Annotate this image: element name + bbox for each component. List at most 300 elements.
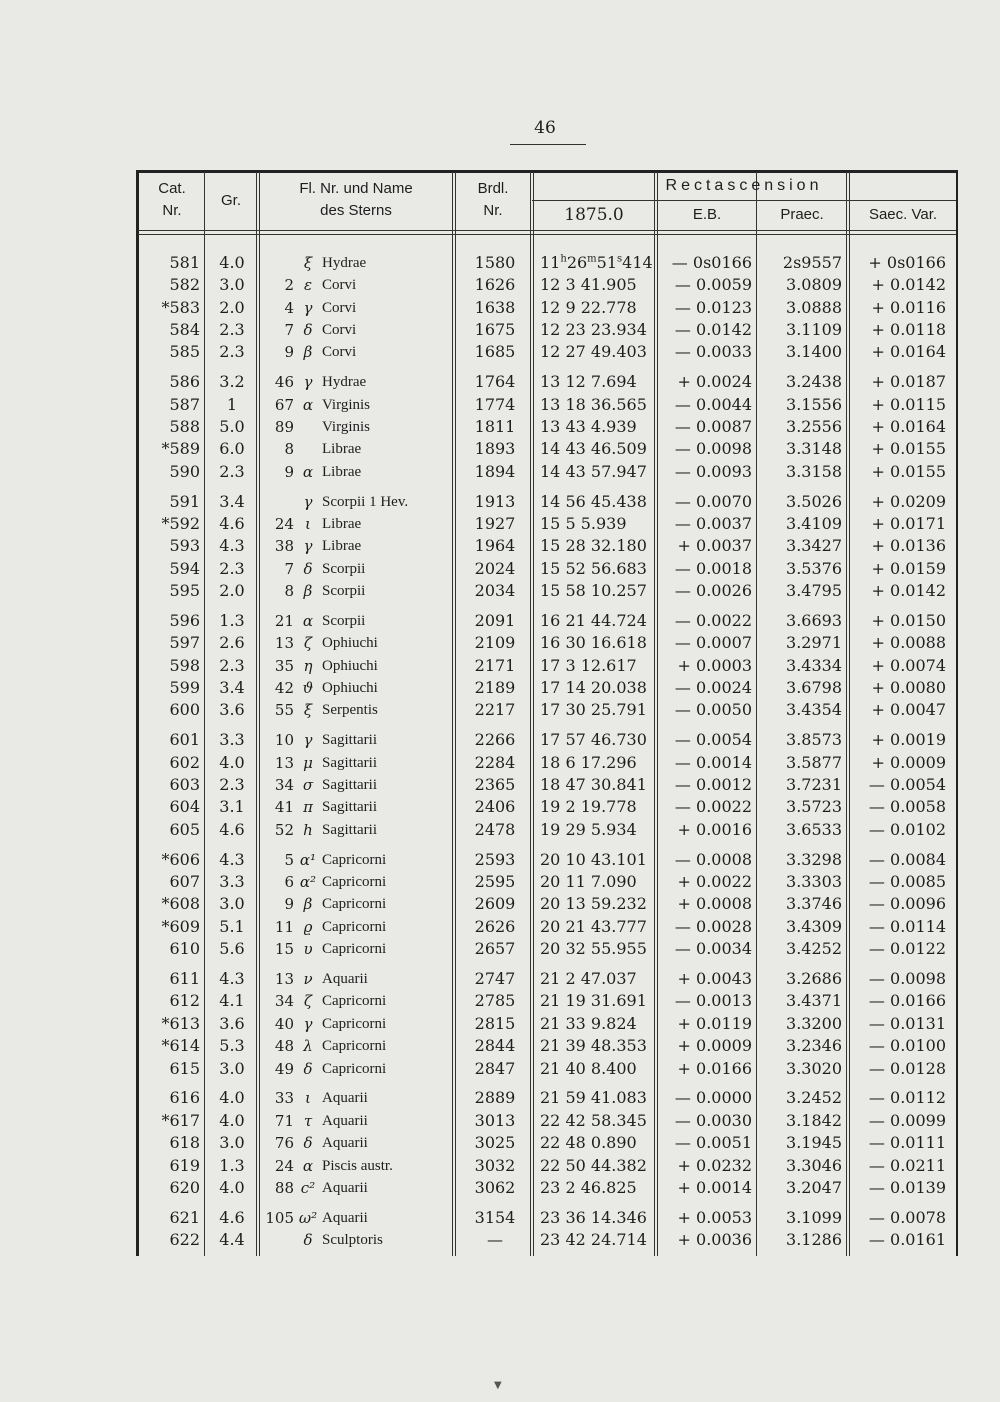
cell-name: Aquarii <box>322 1090 368 1107</box>
table-row <box>0 1110 1000 1132</box>
cell-ra: 21 39 48.353 <box>540 1036 647 1056</box>
cell-gr: 4.0 <box>219 253 245 272</box>
cell-gr: 2.3 <box>219 558 245 578</box>
cell-praec: 3.6798 <box>786 678 842 698</box>
table-row <box>0 699 1000 721</box>
cell-praec: 3.4109 <box>786 514 842 534</box>
cell-sv: + 0.0136 <box>871 536 946 556</box>
cell-cat: 588 <box>169 417 200 437</box>
cell-sv: — 0.0085 <box>868 872 946 892</box>
cell-eb: + 0.0119 <box>677 1013 752 1033</box>
cell-sv: — 0.0111 <box>868 1133 946 1153</box>
table-row <box>0 394 1000 416</box>
cell-sv: + 0.0142 <box>871 275 946 295</box>
cell-praec: 3.3303 <box>786 872 842 892</box>
cell-name: Librae <box>322 516 362 533</box>
cell-name: Librae <box>322 463 362 480</box>
cell-fl: 40 <box>274 1014 294 1033</box>
cell-sv: + 0s0166 <box>868 253 946 272</box>
cell-praec: 3.3148 <box>786 439 842 459</box>
cell-brdl: 2365 <box>474 775 516 795</box>
cell-gk: α <box>302 462 314 481</box>
cell-ra: 22 42 58.345 <box>540 1110 647 1130</box>
cell-ra: 12 9 22.778 <box>540 297 637 317</box>
cell-fl: 2 <box>284 276 294 295</box>
cell-gk: δ <box>303 1231 313 1250</box>
cell-praec: 3.3200 <box>786 1013 842 1033</box>
cell-name: Hydrae <box>322 255 367 271</box>
cell-eb: — 0.0070 <box>674 491 752 511</box>
cell-cat: 599 <box>169 678 200 698</box>
cell-sv: + 0.0116 <box>871 297 946 317</box>
cell-name: Sagittarii <box>322 799 377 816</box>
cell-brdl: 2171 <box>474 655 516 675</box>
cell-cat: 602 <box>169 752 200 772</box>
cell-sv: + 0.0115 <box>871 394 946 414</box>
cell-name: Aquarii <box>322 1179 368 1196</box>
cell-gr: 4.0 <box>219 1177 245 1197</box>
cell-sv: — 0.0100 <box>868 1036 946 1056</box>
cell-eb: — 0.0093 <box>674 461 752 481</box>
page-number-rule <box>510 144 586 145</box>
table-row <box>0 819 1000 841</box>
cell-name: Sagittarii <box>322 754 377 771</box>
cell-ra: 19 2 19.778 <box>540 797 637 817</box>
table-row <box>0 252 1000 274</box>
table-row <box>0 968 1000 990</box>
cell-gr: 2.0 <box>219 581 245 601</box>
cell-cat: 585 <box>169 342 200 362</box>
cell-gr: 4.6 <box>219 514 245 534</box>
cell-cat: 584 <box>169 320 200 340</box>
cell-eb: — 0.0012 <box>674 775 752 795</box>
cell-name: Ophiuchi <box>322 635 378 652</box>
cell-brdl: 2844 <box>474 1036 516 1056</box>
cell-eb: — 0.0018 <box>674 558 752 578</box>
cell-name: Virginis <box>322 396 370 413</box>
cell-gr: 2.3 <box>219 655 245 675</box>
table-row <box>0 580 1000 602</box>
cell-eb: — 0.0024 <box>674 678 752 698</box>
table-row <box>0 438 1000 460</box>
cell-praec: 3.3427 <box>786 536 842 556</box>
cell-praec: 3.1556 <box>786 394 842 414</box>
cell-name: Scorpii <box>322 583 366 600</box>
cell-gr: 1.3 <box>219 611 245 631</box>
cell-name: Ophiuchi <box>322 657 378 674</box>
cell-praec: 3.7231 <box>786 775 842 795</box>
cell-ra: 21 2 47.037 <box>540 969 637 989</box>
cell-gk: δ <box>303 1059 313 1078</box>
cell-eb: + 0.0053 <box>677 1207 752 1227</box>
cell-praec: 3.3298 <box>786 849 842 869</box>
cell-gr: 3.0 <box>219 275 245 295</box>
cell-eb: + 0.0016 <box>677 819 752 839</box>
cell-brdl: 2109 <box>474 633 516 653</box>
cell-sv: — 0.0096 <box>868 894 946 914</box>
cell-fl: 24 <box>274 515 294 534</box>
cell-name: Capricorni <box>322 993 387 1010</box>
cell-cat: *614 <box>161 1036 200 1056</box>
cell-gr: 3.0 <box>219 1058 245 1078</box>
cell-gr: 4.0 <box>219 1088 245 1108</box>
cell-gr: 2.3 <box>219 320 245 340</box>
cell-gk: β <box>303 895 313 914</box>
cell-cat: 607 <box>169 872 200 892</box>
cell-ra: 15 28 32.180 <box>540 536 647 556</box>
header-eb: E.B. <box>692 206 722 223</box>
cell-eb: — 0.0000 <box>674 1088 752 1108</box>
table-row <box>0 729 1000 751</box>
cell-ra: 20 11 7.090 <box>540 872 637 892</box>
cell-fl: 48 <box>274 1037 294 1056</box>
cell-gk: ι <box>305 1089 311 1108</box>
cell-eb: — 0.0087 <box>674 417 752 437</box>
header-epoch: 1875.0 <box>564 205 624 225</box>
cell-cat: 610 <box>169 939 200 959</box>
cell-ra: 21 19 31.691 <box>540 991 647 1011</box>
cell-cat: *613 <box>161 1013 200 1033</box>
cell-ra: 12 3 41.905 <box>540 275 637 295</box>
cell-sv: + 0.0009 <box>871 752 946 772</box>
cell-name: Librae <box>322 538 362 555</box>
cell-gr: 4.3 <box>219 849 245 869</box>
cell-gr: 3.3 <box>219 872 245 892</box>
cell-praec: 3.2438 <box>786 372 842 392</box>
cell-gr: 3.6 <box>219 1013 245 1033</box>
cell-gk: υ <box>303 940 313 959</box>
cell-eb: + 0.0022 <box>677 872 752 892</box>
cell-ra: 17 14 20.038 <box>540 678 647 698</box>
cell-fl: 13 <box>274 753 294 772</box>
cell-gr: 5.3 <box>219 1036 245 1056</box>
cell-brdl: 1675 <box>474 320 516 340</box>
cell-cat: *606 <box>161 849 200 869</box>
cell-gr: 4.6 <box>219 819 245 839</box>
cell-fl: 105 <box>265 1208 294 1227</box>
cell-eb: — 0.0008 <box>674 849 752 869</box>
cell-ra: 20 10 43.101 <box>540 849 647 869</box>
cell-sv: + 0.0187 <box>871 372 946 392</box>
cell-fl: 7 <box>284 559 294 578</box>
cell-gk: δ <box>303 559 313 578</box>
cell-ra: 19 29 5.934 <box>540 819 637 839</box>
cell-praec: 3.5026 <box>786 491 842 511</box>
cell-ra: 16 21 44.724 <box>540 611 647 631</box>
cell-name: Aquarii <box>322 1112 368 1129</box>
cell-sv: — 0.0058 <box>868 797 946 817</box>
cell-gk: δ <box>303 1134 313 1153</box>
cell-cat: 621 <box>169 1207 200 1227</box>
cell-eb: + 0.0037 <box>677 536 752 556</box>
cell-brdl: 2478 <box>474 819 516 839</box>
cell-praec: 3.2556 <box>786 417 842 437</box>
cell-gr: 3.6 <box>219 700 245 720</box>
cell-fl: 21 <box>274 612 294 631</box>
cell-cat: 603 <box>169 775 200 795</box>
cell-eb: + 0.0014 <box>677 1177 752 1197</box>
cell-fl: 41 <box>274 798 294 817</box>
table-row <box>0 893 1000 915</box>
cell-name: Corvi <box>322 322 357 339</box>
cell-praec: 3.3746 <box>786 894 842 914</box>
cell-brdl: 1964 <box>474 536 516 556</box>
cell-gk: λ <box>303 1037 313 1056</box>
cell-ra: 14 43 46.509 <box>540 439 647 459</box>
cell-ra: 13 43 4.939 <box>540 417 637 437</box>
cell-sv: + 0.0142 <box>871 581 946 601</box>
cell-gk: γ <box>303 1014 313 1033</box>
cell-eb: — 0.0022 <box>674 797 752 817</box>
cell-fl: 52 <box>274 820 294 839</box>
cell-gr: 4.0 <box>219 1110 245 1130</box>
rectascension-subrule <box>532 200 956 201</box>
cell-ra: 23 42 24.714 <box>540 1230 647 1250</box>
cell-gk: δ <box>303 321 313 340</box>
cell-sv: — 0.0128 <box>868 1058 946 1078</box>
cell-sv: — 0.0054 <box>868 775 946 795</box>
cell-sv: + 0.0159 <box>871 558 946 578</box>
cell-sv: — 0.0139 <box>868 1177 946 1197</box>
cell-ra: 16 30 16.618 <box>540 633 647 653</box>
cell-ra: 15 58 10.257 <box>540 581 647 601</box>
cell-gk: γ <box>303 537 313 556</box>
cell-cat: 620 <box>169 1177 200 1197</box>
cell-fl: 15 <box>274 940 294 959</box>
cell-praec: 3.2346 <box>786 1036 842 1056</box>
cell-praec: 3.6693 <box>786 611 842 631</box>
cell-ra: 13 18 36.565 <box>540 394 647 414</box>
table-row <box>0 1207 1000 1229</box>
cell-ra: 18 6 17.296 <box>540 752 637 772</box>
cell-brdl: 2189 <box>474 678 516 698</box>
cell-name: Corvi <box>322 344 357 361</box>
cell-cat: 615 <box>169 1058 200 1078</box>
cell-brdl: 1764 <box>474 372 516 392</box>
cell-brdl: 3154 <box>474 1207 516 1227</box>
header-rule-1 <box>138 230 956 231</box>
table-row <box>0 990 1000 1012</box>
header-rectascension: Rectascension <box>665 177 823 194</box>
cell-praec: 3.1109 <box>786 320 842 340</box>
cell-gk: π <box>303 798 313 817</box>
cell-fl: 34 <box>274 776 294 795</box>
header-brdl: Brdl. Nr. <box>477 180 509 219</box>
table-row <box>0 319 1000 341</box>
cell-gr: 3.1 <box>219 797 245 817</box>
cell-ra: 23 36 14.346 <box>540 1207 647 1227</box>
cell-ra: 13 12 7.694 <box>540 372 637 392</box>
cell-eb: — 0.0022 <box>674 611 752 631</box>
cell-eb: — 0.0034 <box>674 939 752 959</box>
cell-fl: 7 <box>284 321 294 340</box>
cell-eb: — 0.0013 <box>674 991 752 1011</box>
cell-praec: 3.3046 <box>786 1155 842 1175</box>
cell-gr: 5.0 <box>219 417 245 437</box>
cell-eb: — 0.0026 <box>674 581 752 601</box>
cell-eb: + 0.0232 <box>677 1155 752 1175</box>
cell-fl: 71 <box>274 1111 294 1130</box>
cell-gr: 4.0 <box>219 752 245 772</box>
cell-gk: ϑ <box>302 679 314 698</box>
cell-cat: 616 <box>169 1088 200 1108</box>
cell-brdl: 1893 <box>474 439 516 459</box>
cell-gk: α <box>302 612 314 631</box>
cell-fl: 24 <box>274 1156 294 1175</box>
cell-fl: 34 <box>274 992 294 1011</box>
cell-sv: + 0.0209 <box>871 491 946 511</box>
cell-name: Capricorni <box>322 918 387 935</box>
table-row <box>0 916 1000 938</box>
cell-fl: 33 <box>274 1089 294 1108</box>
cell-praec: 3.4334 <box>786 655 842 675</box>
cell-brdl: 2217 <box>474 700 516 720</box>
cell-gk: ζ <box>303 634 313 653</box>
cell-brdl: 2284 <box>474 752 516 772</box>
cell-gk: ν <box>303 970 313 989</box>
cell-eb: + 0.0166 <box>677 1058 752 1078</box>
cell-sv: — 0.0112 <box>868 1088 946 1108</box>
cell-fl: 11 <box>274 917 294 936</box>
cell-gk: β <box>303 343 313 362</box>
cell-gk: ϱ <box>303 917 313 936</box>
cell-praec: 3.4354 <box>786 700 842 720</box>
cell-eb: — 0.0007 <box>674 633 752 653</box>
cell-brdl: 1685 <box>474 342 516 362</box>
table-row <box>0 1035 1000 1057</box>
cell-name: Capricorni <box>322 896 387 913</box>
cell-sv: — 0.0114 <box>868 916 946 936</box>
cell-praec: 3.4252 <box>786 939 842 959</box>
table-row <box>0 461 1000 483</box>
cell-praec: 3.1099 <box>786 1207 842 1227</box>
cell-sv: + 0.0171 <box>871 514 946 534</box>
page-number: 46 <box>534 118 556 138</box>
cell-name: Capricorni <box>322 874 387 891</box>
cell-sv: + 0.0088 <box>871 633 946 653</box>
cell-ra: 20 32 55.955 <box>540 939 647 959</box>
header-rule-2 <box>138 234 956 235</box>
cell-eb: + 0.0008 <box>677 894 752 914</box>
cell-brdl: 1626 <box>474 275 516 295</box>
cell-gr: 2.0 <box>219 297 245 317</box>
cell-brdl: 2815 <box>474 1013 516 1033</box>
cell-cat: 619 <box>169 1155 200 1175</box>
cell-praec: 2s9557 <box>782 253 842 272</box>
cell-praec: 3.4795 <box>786 581 842 601</box>
cell-sv: + 0.0155 <box>871 439 946 459</box>
cell-brdl: 2593 <box>474 849 516 869</box>
cell-cat: 591 <box>169 491 200 511</box>
cell-fl: 6 <box>284 873 294 892</box>
header-cat: Cat. Nr. <box>158 180 186 219</box>
cell-name: Ophiuchi <box>322 680 378 697</box>
cell-brdl: 1811 <box>474 417 516 437</box>
table-row <box>0 371 1000 393</box>
cell-praec: 3.0809 <box>786 275 842 295</box>
foot-mark: ▼ <box>494 1380 502 1391</box>
cell-praec: 3.1945 <box>786 1133 842 1153</box>
cell-cat: 605 <box>169 819 200 839</box>
cell-sv: — 0.0084 <box>868 849 946 869</box>
cell-praec: 3.5376 <box>786 558 842 578</box>
cell-gr: 3.0 <box>219 1133 245 1153</box>
cell-fl: 5 <box>284 850 294 869</box>
cell-praec: 3.2452 <box>786 1088 842 1108</box>
table-row <box>0 796 1000 818</box>
cell-cat: 590 <box>169 461 200 481</box>
cell-brdl: 1774 <box>474 394 516 414</box>
cell-cat: *589 <box>161 439 200 459</box>
cell-gk: η <box>303 656 313 675</box>
cell-gk: ζ <box>303 992 313 1011</box>
cell-gr: 2.3 <box>219 342 245 362</box>
cell-eb: — 0.0098 <box>674 439 752 459</box>
table-row <box>0 491 1000 513</box>
cell-brdl: 2747 <box>474 969 516 989</box>
cell-name: Capricorni <box>322 941 387 958</box>
cell-eb: — 0.0054 <box>674 730 752 750</box>
cell-ra: 21 33 9.824 <box>540 1013 637 1033</box>
cell-name: Sagittarii <box>322 777 377 794</box>
cell-cat: 618 <box>169 1133 200 1153</box>
cell-name: Sagittarii <box>322 732 377 749</box>
cell-gk: σ <box>302 776 314 795</box>
cell-gk: ι <box>305 515 311 534</box>
table-row <box>0 1229 1000 1251</box>
table-row <box>0 535 1000 557</box>
cell-ra: 12 27 49.403 <box>540 342 647 362</box>
cell-praec: 3.2047 <box>786 1177 842 1197</box>
cell-gr: 4.4 <box>219 1230 245 1250</box>
cell-ra: 15 5 5.939 <box>540 514 627 534</box>
cell-gk: α <box>302 1156 314 1175</box>
cell-name: Aquarii <box>322 1135 368 1152</box>
cell-fl: 42 <box>274 679 294 698</box>
cell-name: Capricorni <box>322 851 387 868</box>
cell-sv: + 0.0118 <box>871 320 946 340</box>
header-gr: Gr. <box>220 192 241 209</box>
cell-cat: 586 <box>169 372 200 392</box>
cell-brdl: 2626 <box>474 916 516 936</box>
cell-brdl: 2595 <box>474 872 516 892</box>
cell-sv: + 0.0164 <box>871 417 946 437</box>
cell-gk: h <box>303 820 313 839</box>
cell-cat: 601 <box>169 730 200 750</box>
cell-praec: 3.8573 <box>786 730 842 750</box>
cell-name: Scorpii <box>322 560 366 577</box>
cell-fl: 49 <box>274 1059 294 1078</box>
cell-sv: — 0.0161 <box>868 1230 946 1250</box>
table-row <box>0 274 1000 296</box>
cell-sv: + 0.0019 <box>871 730 946 750</box>
table-row <box>0 416 1000 438</box>
cell-sv: — 0.0099 <box>868 1110 946 1130</box>
cell-brdl: 3025 <box>474 1133 516 1153</box>
cell-ra: 17 30 25.791 <box>540 700 647 720</box>
cell-brdl: 2847 <box>474 1058 516 1078</box>
cell-name: Serpentis <box>322 702 378 719</box>
cell-name: Aquarii <box>322 971 368 988</box>
cell-gk: ξ <box>303 701 313 720</box>
cell-ra: 23 2 46.825 <box>540 1177 637 1197</box>
cell-praec: 3.1400 <box>786 342 842 362</box>
cell-brdl: 2785 <box>474 991 516 1011</box>
cell-gr: 4.6 <box>219 1207 245 1227</box>
cell-gk: μ <box>303 753 313 772</box>
cell-gr: 3.3 <box>219 730 245 750</box>
cell-brdl: 3013 <box>474 1110 516 1130</box>
